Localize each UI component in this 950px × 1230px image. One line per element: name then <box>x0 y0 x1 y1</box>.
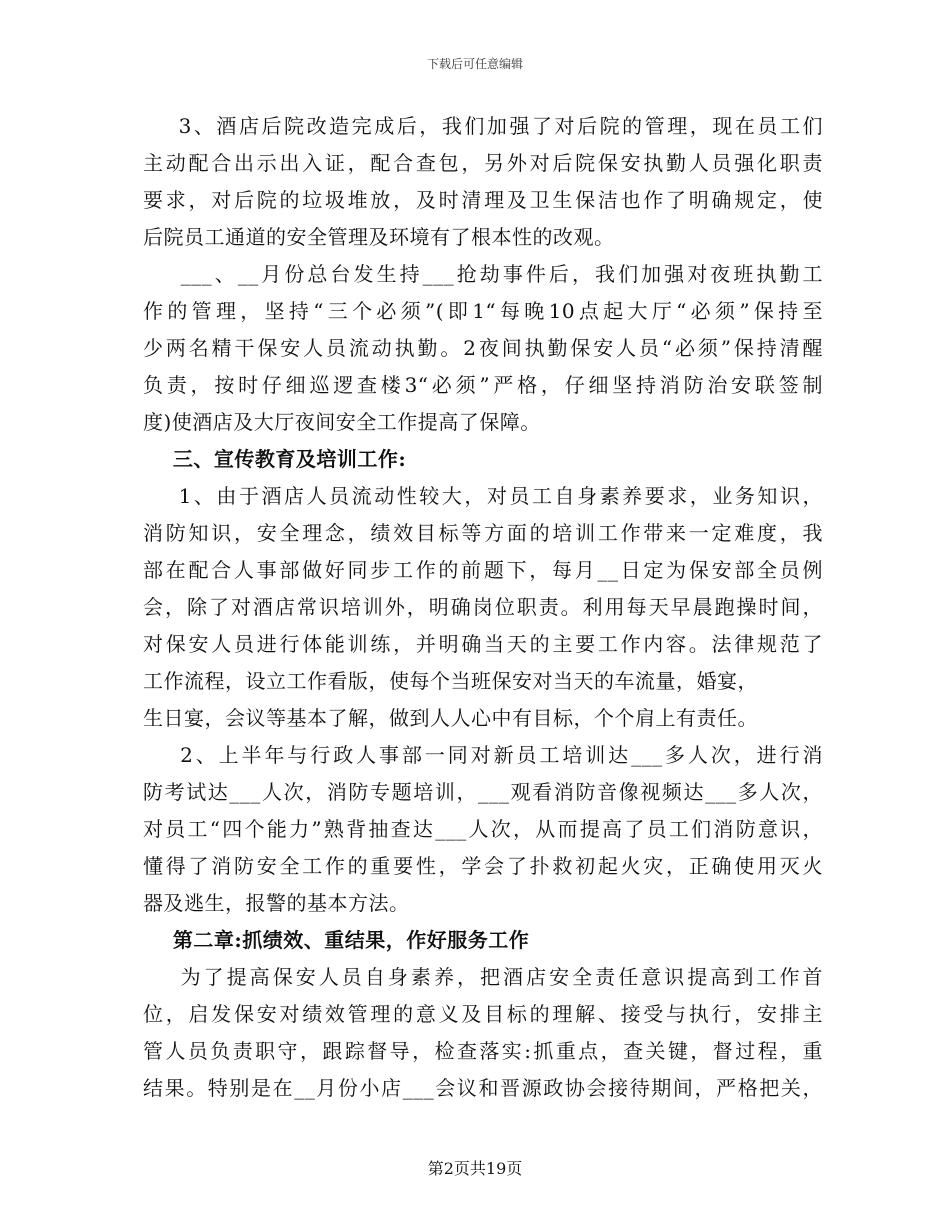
text-line: 管人员负责职守，跟踪督导，检查落实:抓重点，查关键，督过程，重 <box>143 1039 823 1063</box>
text-line: 3、酒店后院改造完成后，我们加强了对后院的管理，现在员工们 <box>143 114 823 138</box>
text-line: 部在配合人事部做好同步工作的前题下，每月__日定为保安部全员例 <box>143 558 823 582</box>
text-line: ___、__月份总台发生持___抢劫事件后，我们加强对夜班执勤工 <box>143 262 823 286</box>
text-line: 度)使酒店及大厅夜间安全工作提高了保障。 <box>143 410 541 434</box>
text-line: 会，除了对酒店常识培训外，明确岗位职责。利用每天早晨跑操时间， <box>143 595 823 619</box>
page-number: 第2页共19页 <box>427 1159 523 1178</box>
page-header-note: 下载后可任意编辑 <box>426 57 523 71</box>
text-line: 器及逃生，报警的基本方法。 <box>143 891 410 915</box>
text-line: 结果。特别是在__月份小店___会议和晋源政协会接待期间，严格把关， <box>143 1076 823 1100</box>
text-line: 为了提高保安人员自身素养，把酒店安全责任意识提高到工作首 <box>143 965 823 989</box>
section-heading: 三、宣传教育及培训工作: <box>143 447 407 471</box>
text-line: 工作流程，设立工作看版，使每个当班保安对当天的车流量，婚宴， <box>143 669 758 693</box>
text-line: 2、上半年与行政人事部一同对新员工培训达___多人次，进行消 <box>143 743 823 767</box>
section-heading: 第二章:抓绩效、重结果，作好服务工作 <box>143 928 530 952</box>
text-line: 对员工“四个能力”熟背抽查达___人次，从而提高了员工们消防意识， <box>143 817 823 841</box>
text-line: 位，启发保安对绩效管理的意义及目标的理解、接受与执行，安排主 <box>143 1002 823 1026</box>
text-line: 对保安人员进行体能训练，并明确当天的主要工作内容。法律规范了 <box>143 632 823 656</box>
text-line: 防考试达___人次，消防专题培训，___观看消防音像视频达___多人次， <box>143 780 823 804</box>
text-line: 懂得了消防安全工作的重要性，学会了扑救初起火灾，正确使用灭火 <box>143 854 823 878</box>
text-line: 后院员工通道的安全管理及环境有了根本性的改观。 <box>143 225 615 249</box>
document-body <box>143 108 823 1107</box>
text-line: 少两名精干保安人员流动执勤。2夜间执勤保安人员“必须”保持清醒 <box>143 336 823 360</box>
text-line: 消防知识，安全理念，绩效目标等方面的培训工作带来一定难度，我 <box>143 521 823 545</box>
text-line: 生日宴，会议等基本了解，做到人人心中有目标，个个肩上有责任。 <box>143 706 758 730</box>
text-line: 负责，按时仔细巡逻查楼3“必须”严格，仔细坚持消防治安联签制 <box>143 373 823 397</box>
text-line: 主动配合出示出入证，配合查包，另外对后院保安执勤人员强化职责 <box>143 151 823 175</box>
text-line: 作的管理，坚持“三个必须”(即1“每晚10点起大厅“必须”保持至 <box>143 299 823 323</box>
text-line: 1、由于酒店人员流动性较大，对员工自身素养要求，业务知识， <box>143 484 823 508</box>
text-line: 要求，对后院的垃圾堆放，及时清理及卫生保洁也作了明确规定，使 <box>143 188 823 212</box>
